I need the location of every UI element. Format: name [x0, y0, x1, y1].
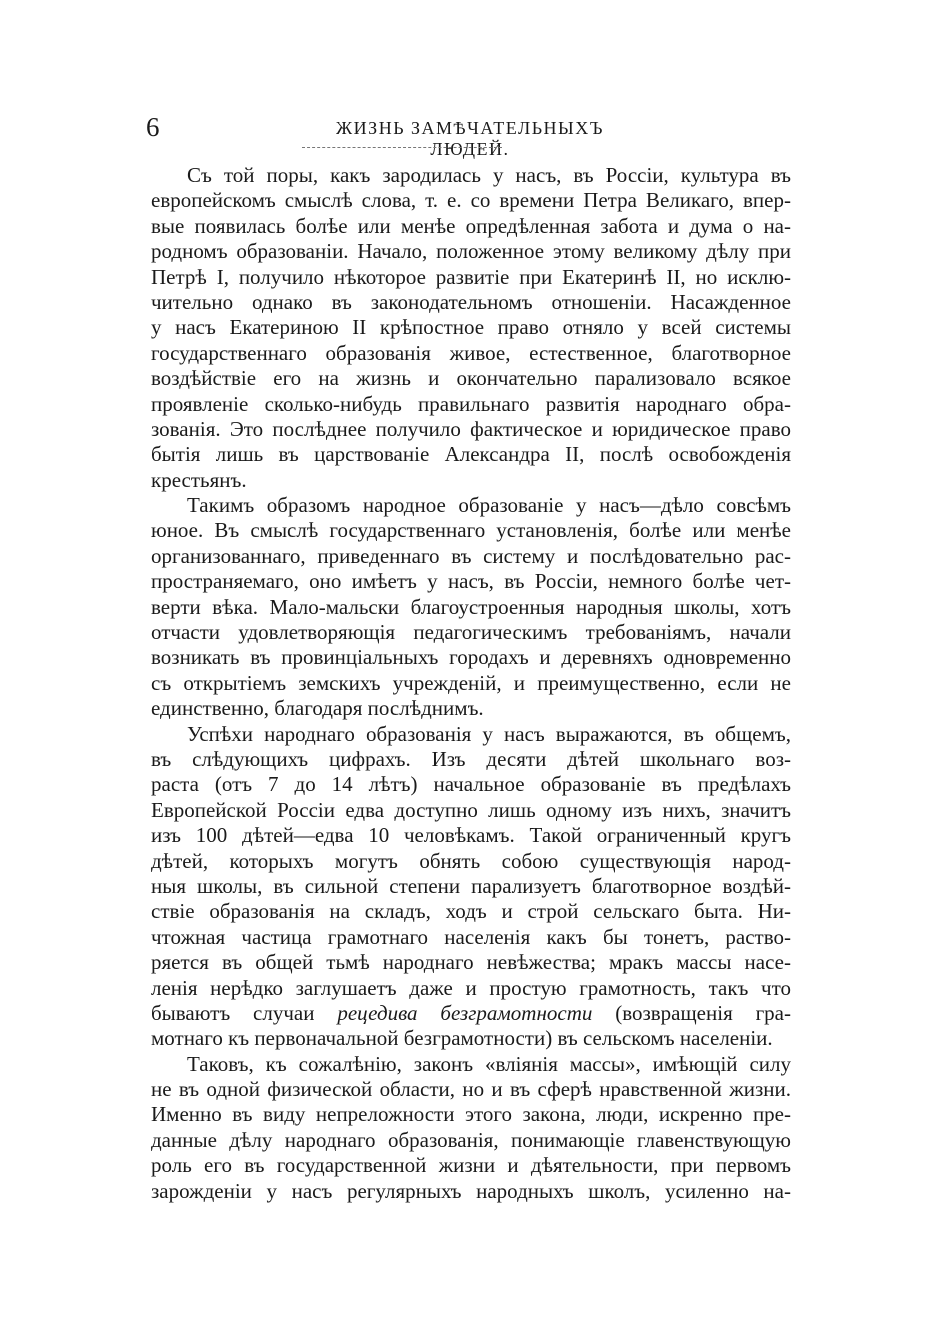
- text-segment: (возвращенія гра-: [592, 1000, 791, 1025]
- text-line: проявленіе сколько-нибудь правильнаго развитія народнаго обра-: [151, 391, 791, 416]
- paragraph-4: [151, 1052, 791, 1204]
- text-line: не въ одной физической области, но и въ сферѣ нравственной жизни.: [151, 1077, 791, 1102]
- text-line: верти вѣка. Мало-мальски благоустроенныя народныя школы, хотъ: [151, 594, 791, 619]
- text-line: европейскомъ смыслѣ слова, т. е. со времени Петра Великаго, впер-: [151, 188, 791, 213]
- text-line: родномъ образованіи. Начало, положенное этому великому дѣлу при: [151, 239, 791, 264]
- text-line: съ открытіемъ земскихъ учрежденій, и преимущественно, если не: [151, 670, 791, 695]
- text-line: вые появилась болѣе или менѣе опредѣленная забота и дума о на-: [151, 213, 791, 238]
- text-line: зованія. Это послѣднее получило фактическое и юридическое право: [151, 416, 791, 441]
- text-line: чительно однако въ законодательномъ отношеніи. Насажденное: [151, 289, 791, 314]
- text-line: Европейской Россіи едва доступно лишь одному изъ нихъ, значитъ: [151, 797, 791, 822]
- body-text: [151, 163, 791, 1204]
- text-line: ряется въ общей тьмѣ народнаго невѣжества; мракъ массы насе-: [151, 950, 791, 975]
- text-line: ствіе образованія на складъ, ходъ и строй сельскаго быта. Ни-: [151, 899, 791, 924]
- text-line: воздѣйствіе его на жизнь и окончательно парализовало всякое: [151, 366, 791, 391]
- text-line: пространяемаго, оно имѣетъ у насъ, въ Россіи, немного болѣе чет-: [151, 569, 791, 594]
- text-line: дѣтей, которыхъ могутъ обнять собою существующія народ-: [151, 848, 791, 873]
- text-line-with-emphasis: [151, 1001, 791, 1026]
- header-rule: [302, 147, 502, 148]
- text-line: ленія нерѣдко заглушаетъ даже и простую грамотность, такъ что: [151, 975, 791, 1000]
- text-line: государственнаго образованія живое, естественное, благотворное: [151, 340, 791, 365]
- text-line: изъ 100 дѣтей—едва 10 человѣкамъ. Такой ограниченный кругъ: [151, 823, 791, 848]
- text-line: отчасти удовлетворяющія педагогическимъ требованіямъ, начали: [151, 620, 791, 645]
- text-line: Успѣхи народнаго образованія у насъ выражаются, въ общемъ,: [187, 721, 791, 746]
- text-line: въ слѣдующихъ цифрахъ. Изъ десяти дѣтей школьнаго воз-: [151, 746, 791, 771]
- text-line: ныя школы, въ сильной степени парализуетъ благотворное воздѣй-: [151, 873, 791, 898]
- text-line: возникать въ провинціальныхъ городахъ и деревняхъ одновременно: [151, 645, 791, 670]
- running-head: ЖИЗНЬ ЗАМѢЧАТЕЛЬНЫХЪ ЛЮДЕЙ.: [336, 118, 604, 159]
- text-line: Съ той поры, какъ зародилась у насъ, въ Россіи, культура въ: [187, 163, 791, 187]
- text-line: Таковъ, къ сожалѣнію, законъ «вліянія массы», имѣющій силу: [187, 1051, 791, 1076]
- text-line: роль его въ государственной жизни и дѣятельности, при первомъ: [151, 1153, 791, 1178]
- text-segment: бываютъ случаи: [151, 1000, 338, 1025]
- text-line: единственно, благодаря послѣднимъ.: [151, 696, 484, 721]
- text-line: чтожная частица грамотнаго населенія какъ бы тонетъ, раство-: [151, 924, 791, 949]
- text-line: у насъ Екатериною II крѣпостное право отняло у всей системы: [151, 315, 791, 340]
- text-line: Петрѣ I, получило нѣкоторое развитіе при Екатеринѣ II, но исклю-: [151, 264, 791, 289]
- page-number: 6: [146, 112, 160, 142]
- text-line: крестьянъ.: [151, 467, 247, 492]
- text-line: организованнаго, приведеннаго въ систему и послѣдовательно рас-: [151, 543, 791, 568]
- paragraph-3: [151, 722, 791, 1052]
- paragraph-2: [151, 493, 791, 722]
- text-line: Такимъ образомъ народное образованіе у насъ—дѣло совсѣмъ: [187, 493, 791, 518]
- text-line: юное. Въ смыслѣ государственнаго установленія, болѣе или менѣе: [151, 518, 791, 543]
- text-line: Именно въ виду непреложности этого закона, люди, искренно пре-: [151, 1102, 791, 1127]
- text-line: зарожденіи у насъ регулярныхъ народныхъ школъ, усиленно на-: [151, 1178, 791, 1203]
- paragraph-1: [151, 163, 791, 493]
- text-line: данные дѣлу народнаго образованія, понимающіе главенствующую: [151, 1127, 791, 1152]
- emphasized-phrase: рецедива безграмотности: [337, 1000, 593, 1025]
- text-line: бытія лишь въ царствованіе Александра II, послѣ освобожденія: [151, 442, 791, 467]
- text-line: раста (отъ 7 до 14 лѣтъ) начальное образованіе въ предѣлахъ: [151, 772, 791, 797]
- text-line: мотнаго къ первоначальной безграмотности) въ сельскомъ населеніи.: [151, 1026, 773, 1051]
